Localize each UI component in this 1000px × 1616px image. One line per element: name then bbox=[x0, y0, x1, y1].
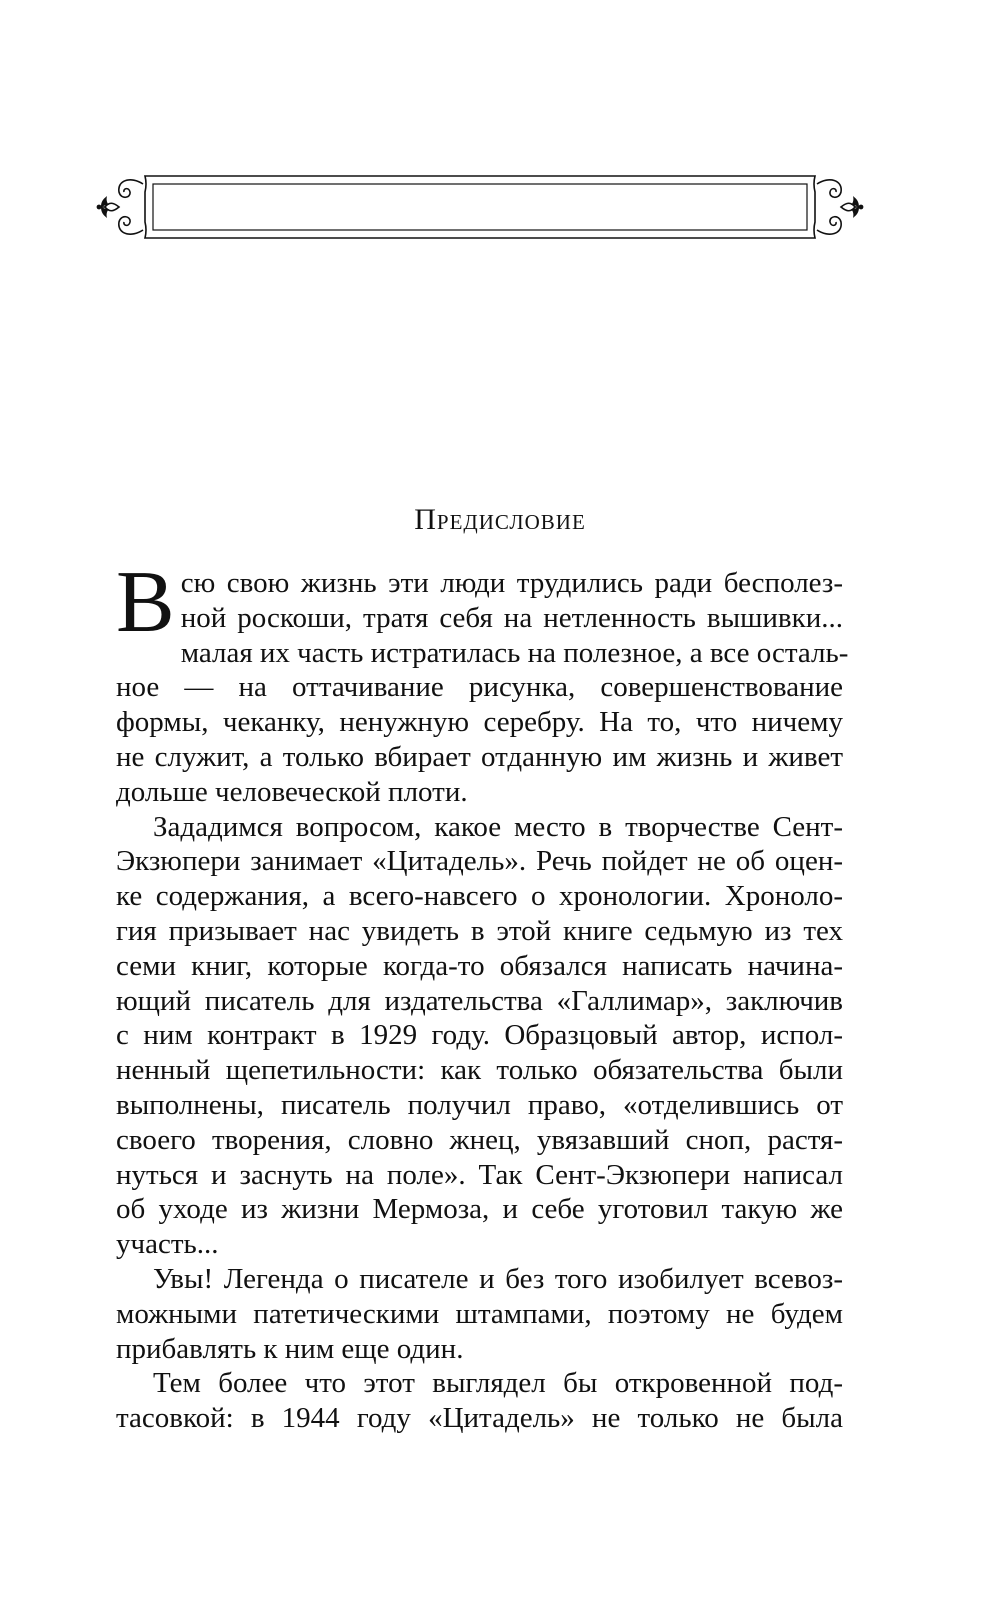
text-line: прибавлять к ним еще один. bbox=[116, 1332, 464, 1365]
drop-cap-letter: В bbox=[116, 554, 175, 651]
text-line: Экзюпери занимает «Цитадель». Речь пойдет не об оцен- bbox=[116, 845, 843, 878]
text-line: Зададимся вопросом, какое место в творчестве Сент- bbox=[153, 810, 843, 843]
text-line: формы, чеканку, ненужную серебру. На то, что ничему bbox=[116, 706, 843, 739]
text-line: своего творения, словно жнец, увязавший сноп, растя- bbox=[116, 1123, 843, 1156]
text-line: ке содержания, а всего-навсего о хронологии. Хроноло- bbox=[116, 880, 843, 913]
text-line: семи книг, которые когда-то обязался написать начина- bbox=[116, 949, 843, 982]
text-line: ной роскоши, тратя себя на нетленность вышивки... bbox=[180, 601, 843, 634]
text-line: выполнены, писатель получил право, «отделившись от bbox=[116, 1088, 843, 1121]
paragraph-4 bbox=[116, 1366, 843, 1436]
text-line: об уходе из жизни Мермоза, и себе уготовил такую же bbox=[116, 1193, 843, 1226]
text-line: малая их часть истратилась на полезное, а все осталь- bbox=[180, 636, 849, 669]
chapter-title: Предисловие bbox=[414, 503, 586, 536]
text-line: с ним контракт в 1929 году. Образцовый автор, испол- bbox=[116, 1019, 843, 1052]
text-line: тасовкой: в 1944 году «Цитадель» не только не была bbox=[116, 1402, 843, 1435]
paragraph-2 bbox=[116, 810, 843, 1262]
text-line: Увы! Легенда о писателе и без того изобилует всевоз- bbox=[153, 1262, 843, 1295]
text-line: дольше человеческой плоти. bbox=[116, 775, 468, 808]
text-line: не служит, а только вбирает отданную им жизнь и живет bbox=[116, 740, 843, 773]
chapter-body bbox=[116, 554, 849, 1436]
text-line: ющий писатель для издательства «Галлимар», заключив bbox=[116, 984, 843, 1017]
text-line: ное — на оттачивание рисунка, совершенствование bbox=[116, 671, 843, 704]
text-line: гия призывает нас увидеть в этой книге седьмую из тех bbox=[116, 914, 843, 947]
decorative-frame-ornament-icon bbox=[95, 172, 865, 242]
text-line: участь... bbox=[116, 1228, 219, 1261]
text-line: ненный щепетильности: как только обязательства были bbox=[116, 1054, 843, 1087]
paragraph-3 bbox=[116, 1262, 843, 1366]
text-line: сю свою жизнь эти люди трудились ради бесполез- bbox=[180, 567, 843, 599]
text-line: нуться и заснуть на поле». Так Сент-Экзюпери написал bbox=[116, 1158, 843, 1191]
paragraph-1 bbox=[116, 554, 849, 810]
text-line: Тем более что этот выглядел бы откровенной под- bbox=[153, 1367, 843, 1400]
text-line: можными патетическими штампами, поэтому не будем bbox=[116, 1297, 843, 1330]
